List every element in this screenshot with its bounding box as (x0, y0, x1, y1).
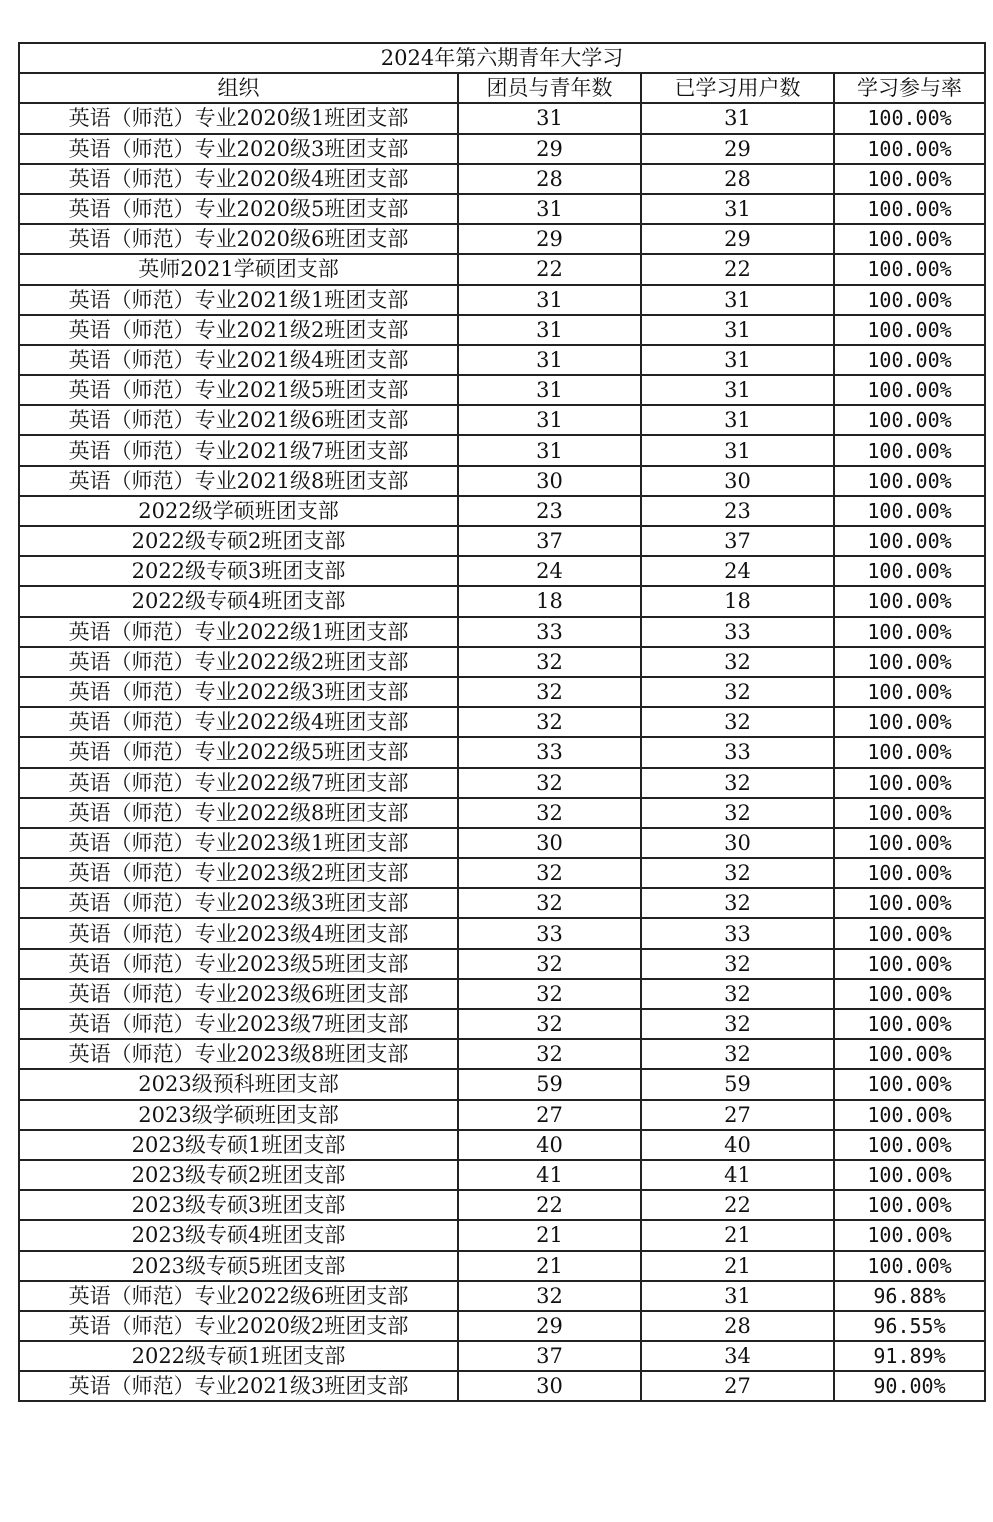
organization-cell: 英语（师范）专业2023级1班团支部 (19, 828, 458, 858)
members-count-cell: 30 (458, 1371, 641, 1401)
learned-count-cell: 32 (641, 1039, 834, 1069)
table-row (19, 677, 985, 707)
participation-rate-cell: 100.00% (834, 435, 985, 465)
organization-cell: 英语（师范）专业2023级7班团支部 (19, 1009, 458, 1039)
learned-count-cell: 32 (641, 677, 834, 707)
organization-cell: 英语（师范）专业2023级5班团支部 (19, 949, 458, 979)
header-learned-count: 已学习用户数 (641, 73, 834, 103)
header-row (19, 73, 985, 103)
learned-count-cell: 27 (641, 1100, 834, 1130)
learned-count-cell: 27 (641, 1371, 834, 1401)
organization-cell: 英语（师范）专业2021级6班团支部 (19, 405, 458, 435)
table-row (19, 224, 985, 254)
learned-count-cell: 32 (641, 707, 834, 737)
participation-rate-cell: 100.00% (834, 617, 985, 647)
members-count-cell: 31 (458, 103, 641, 133)
members-count-cell: 32 (458, 677, 641, 707)
participation-rate-cell: 100.00% (834, 949, 985, 979)
learned-count-cell: 33 (641, 918, 834, 948)
learned-count-cell: 32 (641, 888, 834, 918)
organization-cell: 2023级专硕2班团支部 (19, 1160, 458, 1190)
learned-count-cell: 22 (641, 1190, 834, 1220)
table-row (19, 103, 985, 133)
members-count-cell: 31 (458, 345, 641, 375)
members-count-cell: 33 (458, 918, 641, 948)
learned-count-cell: 34 (641, 1341, 834, 1371)
learned-count-cell: 28 (641, 1311, 834, 1341)
members-count-cell: 29 (458, 1311, 641, 1341)
participation-rate-cell: 100.00% (834, 737, 985, 767)
table-row (19, 858, 985, 888)
learned-count-cell: 33 (641, 737, 834, 767)
organization-cell: 英语（师范）专业2023级3班团支部 (19, 888, 458, 918)
participation-rate-cell: 100.00% (834, 1100, 985, 1130)
participation-rate-cell: 100.00% (834, 1069, 985, 1099)
organization-cell: 英语（师范）专业2020级2班团支部 (19, 1311, 458, 1341)
learned-count-cell: 32 (641, 798, 834, 828)
table-row (19, 798, 985, 828)
table-row (19, 1100, 985, 1130)
organization-cell: 英语（师范）专业2020级4班团支部 (19, 164, 458, 194)
learned-count-cell: 31 (641, 375, 834, 405)
participation-rate-cell: 100.00% (834, 315, 985, 345)
organization-cell: 2023级学硕班团支部 (19, 1100, 458, 1130)
participation-rate-cell: 91.89% (834, 1341, 985, 1371)
members-count-cell: 32 (458, 798, 641, 828)
learned-count-cell: 31 (641, 435, 834, 465)
participation-rate-cell: 90.00% (834, 1371, 985, 1401)
organization-cell: 英语（师范）专业2021级2班团支部 (19, 315, 458, 345)
learned-count-cell: 29 (641, 134, 834, 164)
table-row (19, 586, 985, 616)
organization-cell: 2023级预科班团支部 (19, 1069, 458, 1099)
title-row (19, 43, 985, 73)
organization-cell: 2023级专硕5班团支部 (19, 1251, 458, 1281)
organization-cell: 2022级专硕1班团支部 (19, 1341, 458, 1371)
learned-count-cell: 40 (641, 1130, 834, 1160)
learned-count-cell: 23 (641, 496, 834, 526)
learned-count-cell: 32 (641, 647, 834, 677)
participation-rate-cell: 100.00% (834, 1039, 985, 1069)
organization-cell: 英语（师范）专业2022级6班团支部 (19, 1281, 458, 1311)
table-row (19, 164, 985, 194)
participation-rate-cell: 100.00% (834, 556, 985, 586)
participation-rate-cell: 96.55% (834, 1311, 985, 1341)
organization-cell: 英语（师范）专业2020级6班团支部 (19, 224, 458, 254)
organization-cell: 英师2021学硕团支部 (19, 254, 458, 284)
organization-cell: 英语（师范）专业2022级8班团支部 (19, 798, 458, 828)
participation-rate-cell: 100.00% (834, 1251, 985, 1281)
table-row (19, 194, 985, 224)
learned-count-cell: 28 (641, 164, 834, 194)
table-row (19, 345, 985, 375)
members-count-cell: 27 (458, 1100, 641, 1130)
participation-rate-cell: 100.00% (834, 858, 985, 888)
members-count-cell: 32 (458, 858, 641, 888)
participation-rate-cell: 100.00% (834, 586, 985, 616)
participation-rate-cell: 100.00% (834, 345, 985, 375)
learned-count-cell: 24 (641, 556, 834, 586)
table-row (19, 1069, 985, 1099)
table-title: 2024年第六期青年大学习 (19, 43, 985, 73)
participation-rate-cell: 100.00% (834, 375, 985, 405)
participation-rate-cell: 100.00% (834, 224, 985, 254)
organization-cell: 2023级专硕4班团支部 (19, 1220, 458, 1250)
learned-count-cell: 59 (641, 1069, 834, 1099)
organization-cell: 英语（师范）专业2021级8班团支部 (19, 466, 458, 496)
table-row (19, 1311, 985, 1341)
members-count-cell: 18 (458, 586, 641, 616)
participation-rate-cell: 100.00% (834, 103, 985, 133)
participation-rate-cell: 100.00% (834, 254, 985, 284)
table-row (19, 375, 985, 405)
organization-cell: 2022级专硕4班团支部 (19, 586, 458, 616)
learned-count-cell: 32 (641, 768, 834, 798)
learned-count-cell: 30 (641, 828, 834, 858)
participation-rate-cell: 100.00% (834, 798, 985, 828)
participation-rate-cell: 96.88% (834, 1281, 985, 1311)
learned-count-cell: 21 (641, 1251, 834, 1281)
table-row (19, 828, 985, 858)
members-count-cell: 21 (458, 1220, 641, 1250)
learned-count-cell: 41 (641, 1160, 834, 1190)
table-row (19, 1039, 985, 1069)
table-row (19, 888, 985, 918)
organization-cell: 英语（师范）专业2021级3班团支部 (19, 1371, 458, 1401)
table-row (19, 405, 985, 435)
organization-cell: 英语（师范）专业2023级6班团支部 (19, 979, 458, 1009)
members-count-cell: 37 (458, 526, 641, 556)
members-count-cell: 22 (458, 254, 641, 284)
participation-rate-cell: 100.00% (834, 134, 985, 164)
table-row (19, 1160, 985, 1190)
participation-rate-cell: 100.00% (834, 1130, 985, 1160)
members-count-cell: 29 (458, 224, 641, 254)
table-row (19, 979, 985, 1009)
members-count-cell: 28 (458, 164, 641, 194)
table-row (19, 1130, 985, 1160)
table-row (19, 949, 985, 979)
learned-count-cell: 32 (641, 858, 834, 888)
participation-rate-cell: 100.00% (834, 526, 985, 556)
organization-cell: 英语（师范）专业2022级7班团支部 (19, 768, 458, 798)
table-row (19, 556, 985, 586)
organization-cell: 英语（师范）专业2022级4班团支部 (19, 707, 458, 737)
organization-cell: 英语（师范）专业2021级5班团支部 (19, 375, 458, 405)
participation-rate-cell: 100.00% (834, 1009, 985, 1039)
table-row (19, 1281, 985, 1311)
header-members-count: 团员与青年数 (458, 73, 641, 103)
table-row (19, 1190, 985, 1220)
members-count-cell: 22 (458, 1190, 641, 1220)
organization-cell: 英语（师范）专业2023级8班团支部 (19, 1039, 458, 1069)
participation-rate-cell: 100.00% (834, 888, 985, 918)
learned-count-cell: 30 (641, 466, 834, 496)
participation-rate-cell: 100.00% (834, 496, 985, 526)
participation-table (18, 42, 986, 1402)
learned-count-cell: 32 (641, 979, 834, 1009)
learned-count-cell: 31 (641, 285, 834, 315)
members-count-cell: 32 (458, 979, 641, 1009)
organization-cell: 英语（师范）专业2020级5班团支部 (19, 194, 458, 224)
members-count-cell: 21 (458, 1251, 641, 1281)
organization-cell: 英语（师范）专业2021级4班团支部 (19, 345, 458, 375)
organization-cell: 英语（师范）专业2023级2班团支部 (19, 858, 458, 888)
participation-rate-cell: 100.00% (834, 405, 985, 435)
organization-cell: 英语（师范）专业2020级3班团支部 (19, 134, 458, 164)
participation-rate-cell: 100.00% (834, 979, 985, 1009)
members-count-cell: 31 (458, 435, 641, 465)
table-row (19, 768, 985, 798)
participation-rate-cell: 100.00% (834, 194, 985, 224)
participation-rate-cell: 100.00% (834, 707, 985, 737)
learned-count-cell: 29 (641, 224, 834, 254)
members-count-cell: 59 (458, 1069, 641, 1099)
table-row (19, 1220, 985, 1250)
members-count-cell: 41 (458, 1160, 641, 1190)
members-count-cell: 32 (458, 1281, 641, 1311)
organization-cell: 英语（师范）专业2021级7班团支部 (19, 435, 458, 465)
organization-cell: 2022级专硕3班团支部 (19, 556, 458, 586)
learned-count-cell: 32 (641, 1009, 834, 1039)
organization-cell: 2022级学硕班团支部 (19, 496, 458, 526)
table-row (19, 496, 985, 526)
participation-rate-cell: 100.00% (834, 828, 985, 858)
table-row (19, 526, 985, 556)
table-row (19, 315, 985, 345)
members-count-cell: 29 (458, 134, 641, 164)
organization-cell: 2022级专硕2班团支部 (19, 526, 458, 556)
members-count-cell: 23 (458, 496, 641, 526)
members-count-cell: 32 (458, 647, 641, 677)
learned-count-cell: 22 (641, 254, 834, 284)
members-count-cell: 24 (458, 556, 641, 586)
table-row (19, 1341, 985, 1371)
participation-rate-cell: 100.00% (834, 677, 985, 707)
learned-count-cell: 31 (641, 103, 834, 133)
organization-cell: 英语（师范）专业2022级3班团支部 (19, 677, 458, 707)
members-count-cell: 30 (458, 828, 641, 858)
members-count-cell: 32 (458, 768, 641, 798)
members-count-cell: 33 (458, 737, 641, 767)
table-row (19, 707, 985, 737)
members-count-cell: 31 (458, 405, 641, 435)
learned-count-cell: 33 (641, 617, 834, 647)
table-row (19, 466, 985, 496)
members-count-cell: 32 (458, 1039, 641, 1069)
table-row (19, 254, 985, 284)
table-row (19, 737, 985, 767)
participation-rate-cell: 100.00% (834, 918, 985, 948)
table-row (19, 1009, 985, 1039)
table-row (19, 285, 985, 315)
learned-count-cell: 18 (641, 586, 834, 616)
table-row (19, 1371, 985, 1401)
members-count-cell: 32 (458, 888, 641, 918)
learned-count-cell: 37 (641, 526, 834, 556)
participation-rate-cell: 100.00% (834, 647, 985, 677)
learned-count-cell: 31 (641, 405, 834, 435)
learned-count-cell: 31 (641, 194, 834, 224)
organization-cell: 2023级专硕3班团支部 (19, 1190, 458, 1220)
members-count-cell: 37 (458, 1341, 641, 1371)
participation-rate-cell: 100.00% (834, 1160, 985, 1190)
participation-rate-cell: 100.00% (834, 285, 985, 315)
participation-rate-cell: 100.00% (834, 768, 985, 798)
members-count-cell: 32 (458, 707, 641, 737)
organization-cell: 英语（师范）专业2023级4班团支部 (19, 918, 458, 948)
participation-rate-cell: 100.00% (834, 164, 985, 194)
learned-count-cell: 31 (641, 315, 834, 345)
table-row (19, 647, 985, 677)
learned-count-cell: 31 (641, 1281, 834, 1311)
members-count-cell: 31 (458, 315, 641, 345)
members-count-cell: 31 (458, 194, 641, 224)
table-row (19, 134, 985, 164)
participation-rate-cell: 100.00% (834, 466, 985, 496)
table-row (19, 617, 985, 647)
organization-cell: 2023级专硕1班团支部 (19, 1130, 458, 1160)
members-count-cell: 31 (458, 375, 641, 405)
organization-cell: 英语（师范）专业2021级1班团支部 (19, 285, 458, 315)
table-row (19, 918, 985, 948)
learned-count-cell: 21 (641, 1220, 834, 1250)
organization-cell: 英语（师范）专业2022级5班团支部 (19, 737, 458, 767)
members-count-cell: 33 (458, 617, 641, 647)
members-count-cell: 31 (458, 285, 641, 315)
table-row (19, 1251, 985, 1281)
header-participation-rate: 学习参与率 (834, 73, 985, 103)
members-count-cell: 32 (458, 949, 641, 979)
members-count-cell: 30 (458, 466, 641, 496)
participation-rate-cell: 100.00% (834, 1220, 985, 1250)
members-count-cell: 40 (458, 1130, 641, 1160)
organization-cell: 英语（师范）专业2020级1班团支部 (19, 103, 458, 133)
participation-rate-cell: 100.00% (834, 1190, 985, 1220)
header-organization: 组织 (19, 73, 458, 103)
table-row (19, 435, 985, 465)
members-count-cell: 32 (458, 1009, 641, 1039)
learned-count-cell: 32 (641, 949, 834, 979)
learned-count-cell: 31 (641, 345, 834, 375)
organization-cell: 英语（师范）专业2022级1班团支部 (19, 617, 458, 647)
organization-cell: 英语（师范）专业2022级2班团支部 (19, 647, 458, 677)
